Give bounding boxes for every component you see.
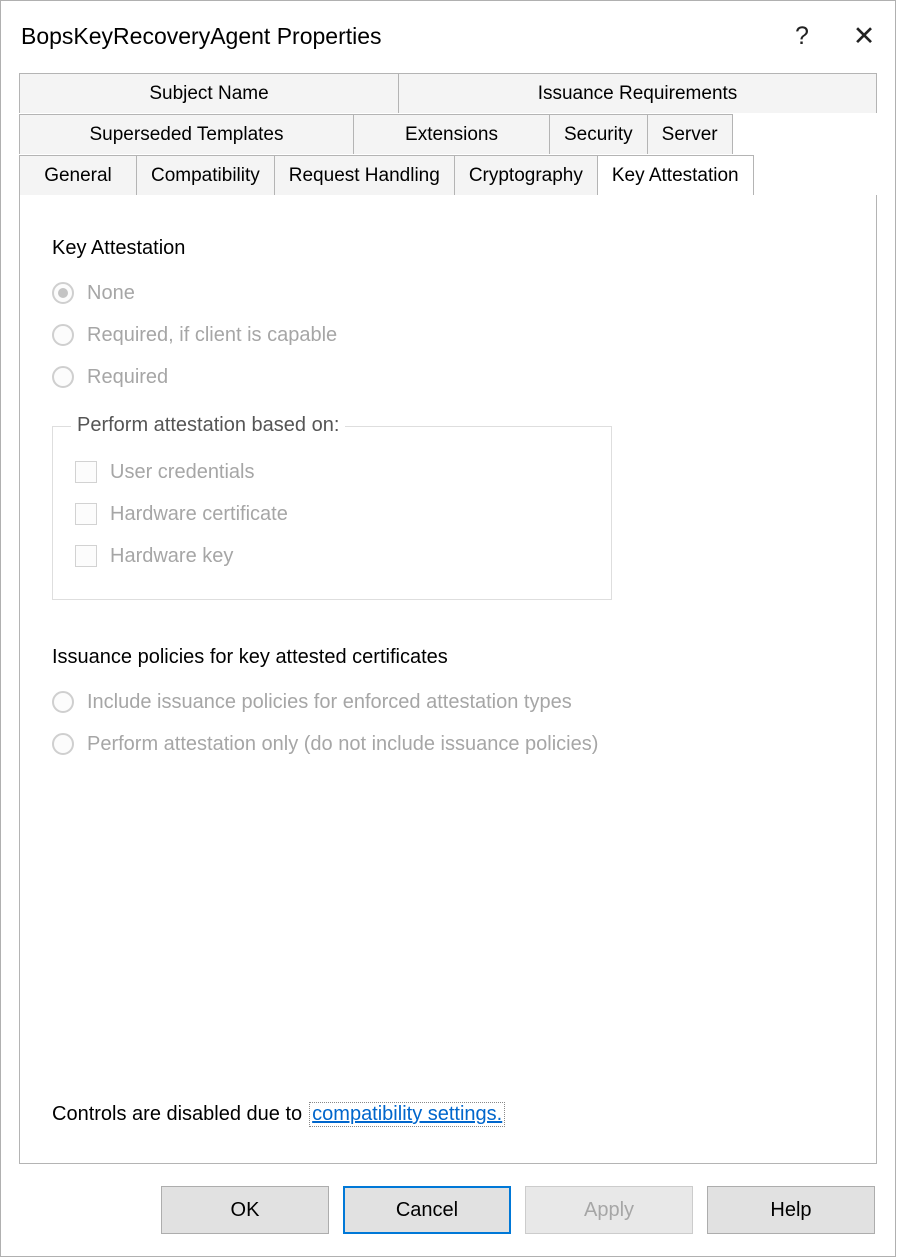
group-legend: Perform attestation based on: bbox=[71, 414, 345, 437]
radio-indicator bbox=[52, 733, 74, 755]
checkbox-hardware-key[interactable] bbox=[75, 539, 589, 573]
tab-issuance-requirements[interactable] bbox=[398, 73, 877, 113]
ok-button[interactable] bbox=[161, 1186, 329, 1234]
dialog-button-bar bbox=[1, 1164, 895, 1256]
radio-indicator bbox=[52, 324, 74, 346]
issuance-policies-section bbox=[52, 646, 844, 761]
radio-indicator bbox=[52, 366, 74, 388]
tab-label: Subject Name bbox=[149, 82, 269, 104]
close-button[interactable] bbox=[833, 8, 895, 64]
checkbox-label: Hardware certificate bbox=[110, 502, 288, 525]
tab-extensions[interactable] bbox=[353, 114, 550, 154]
tab-security[interactable] bbox=[549, 114, 648, 154]
checkbox-label: Hardware key bbox=[110, 544, 234, 567]
tab-subject-name[interactable] bbox=[19, 73, 399, 113]
radio-required[interactable] bbox=[52, 360, 844, 394]
apply-button bbox=[525, 1186, 693, 1234]
ok-button-label: OK bbox=[230, 1198, 260, 1221]
tab-panel-key-attestation bbox=[19, 195, 877, 1164]
apply-button-label: Apply bbox=[583, 1198, 635, 1221]
radio-label: None bbox=[87, 281, 135, 304]
tab-label: Key Attestation bbox=[611, 164, 739, 186]
checkbox-label: User credentials bbox=[110, 460, 255, 483]
cancel-button-label: Cancel bbox=[395, 1198, 459, 1221]
disabled-notice bbox=[52, 1102, 505, 1127]
tab-label: Superseded Templates bbox=[89, 123, 284, 145]
checkbox-indicator bbox=[75, 503, 97, 525]
tab-label: Compatibility bbox=[151, 164, 260, 186]
checkbox-indicator bbox=[75, 461, 97, 483]
checkbox-user-credentials[interactable] bbox=[75, 455, 589, 489]
tab-label: Security bbox=[564, 123, 633, 145]
tab-row-1 bbox=[19, 72, 877, 113]
attestation-basis-group bbox=[52, 414, 612, 600]
tab-label: Server bbox=[661, 123, 718, 145]
tab-row-3 bbox=[19, 154, 877, 195]
radio-attestation-only[interactable] bbox=[52, 727, 844, 761]
radio-include-issuance-policies[interactable] bbox=[52, 685, 844, 719]
tab-key-attestation[interactable] bbox=[597, 155, 754, 195]
tab-compatibility[interactable] bbox=[136, 155, 275, 195]
disabled-notice-text: Controls are disabled due to bbox=[52, 1103, 303, 1125]
tab-label: Extensions bbox=[405, 123, 498, 145]
help-dialog-button[interactable] bbox=[707, 1186, 875, 1234]
tab-general[interactable] bbox=[19, 155, 137, 195]
radio-label: Include issuance policies for enforced attestation types bbox=[87, 690, 572, 713]
tab-superseded-templates[interactable] bbox=[19, 114, 354, 154]
checkbox-indicator bbox=[75, 545, 97, 567]
title-bar bbox=[1, 1, 895, 72]
radio-label: Required bbox=[87, 365, 169, 388]
help-icon: ? bbox=[795, 21, 809, 50]
cancel-button[interactable] bbox=[343, 1186, 511, 1234]
tab-label: Issuance Requirements bbox=[537, 82, 738, 104]
radio-label: Perform attestation only (do not include issuance policies) bbox=[87, 732, 599, 755]
tab-strip bbox=[1, 72, 895, 195]
issuance-policies-heading: Issuance policies for key attested certificates bbox=[52, 646, 448, 668]
key-attestation-heading: Key Attestation bbox=[52, 237, 186, 259]
window-title: BopsKeyRecoveryAgent Properties bbox=[21, 22, 382, 49]
tab-server[interactable] bbox=[647, 114, 733, 154]
tab-request-handling[interactable] bbox=[274, 155, 455, 195]
radio-indicator bbox=[52, 282, 74, 304]
close-icon: ✕ bbox=[852, 20, 876, 52]
radio-indicator bbox=[52, 691, 74, 713]
radio-none[interactable] bbox=[52, 276, 844, 310]
radio-label: Required, if client is capable bbox=[87, 323, 338, 346]
tab-label: Request Handling bbox=[288, 164, 440, 186]
tab-label: Cryptography bbox=[468, 164, 583, 186]
tab-cryptography[interactable] bbox=[454, 155, 598, 195]
radio-required-if-capable[interactable] bbox=[52, 318, 844, 352]
tab-label: General bbox=[44, 164, 112, 186]
tab-row-2 bbox=[19, 113, 877, 154]
checkbox-hardware-certificate[interactable] bbox=[75, 497, 589, 531]
compatibility-settings-link[interactable]: compatibility settings. bbox=[309, 1102, 505, 1127]
help-button-label: Help bbox=[770, 1198, 812, 1221]
help-button[interactable] bbox=[771, 8, 833, 64]
